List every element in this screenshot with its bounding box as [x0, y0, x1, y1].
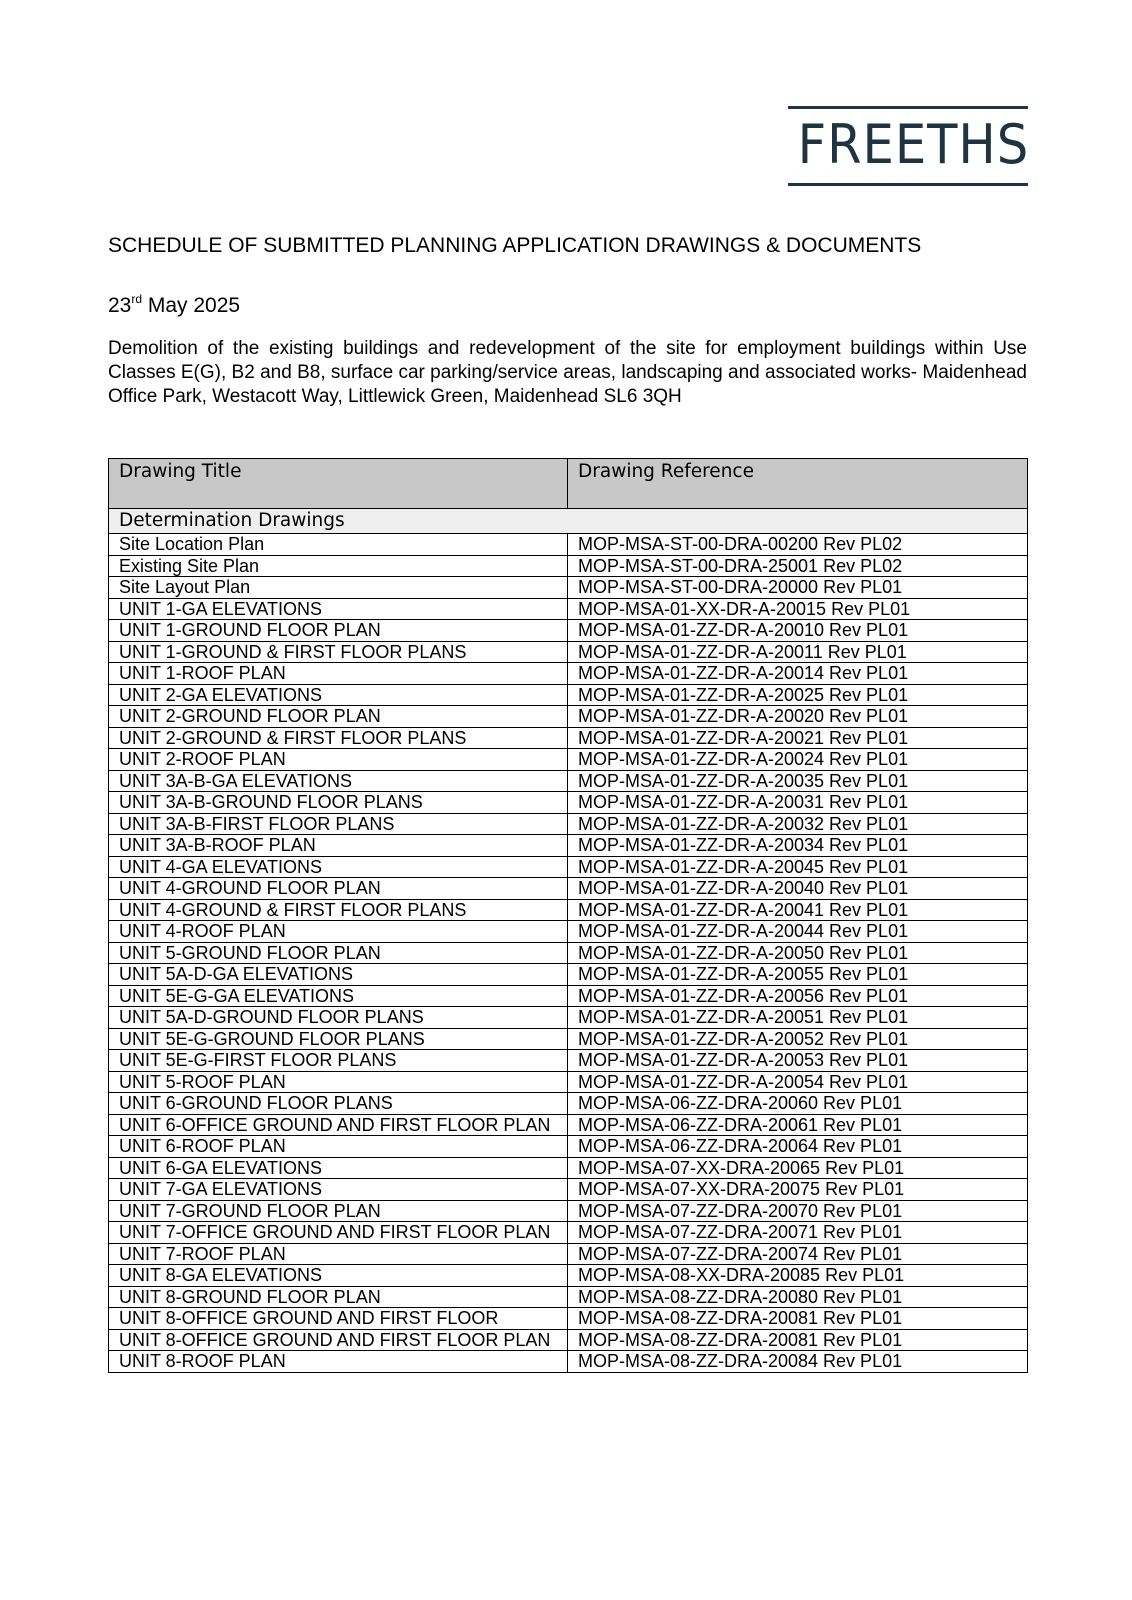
- table-row: [109, 749, 1028, 771]
- drawing-reference-cell: MOP-MSA-01-ZZ-DR-A-20011 Rev PL01: [568, 641, 1028, 663]
- document-title: SCHEDULE OF SUBMITTED PLANNING APPLICATION DRAWINGS & DOCUMENTS: [108, 234, 922, 257]
- table-row: [109, 985, 1028, 1007]
- drawing-reference-cell: MOP-MSA-01-ZZ-DR-A-20045 Rev PL01: [568, 856, 1028, 878]
- section-label: Determination Drawings: [109, 509, 1028, 534]
- drawing-reference-cell: MOP-MSA-01-ZZ-DR-A-20014 Rev PL01: [568, 663, 1028, 685]
- table-row: [109, 921, 1028, 943]
- drawing-reference-cell: MOP-MSA-01-ZZ-DR-A-20025 Rev PL01: [568, 684, 1028, 706]
- drawing-title-cell: UNIT 5E-G-GA ELEVATIONS: [109, 985, 568, 1007]
- drawing-title-cell: UNIT 1-GROUND & FIRST FLOOR PLANS: [109, 641, 568, 663]
- table-row: [109, 792, 1028, 814]
- drawing-title-cell: UNIT 1-GA ELEVATIONS: [109, 598, 568, 620]
- drawing-title-cell: UNIT 2-GA ELEVATIONS: [109, 684, 568, 706]
- drawing-title-cell: UNIT 8-OFFICE GROUND AND FIRST FLOOR PLAN: [109, 1329, 568, 1351]
- drawing-schedule-table: [108, 458, 1028, 1373]
- drawing-reference-cell: MOP-MSA-01-ZZ-DR-A-20055 Rev PL01: [568, 964, 1028, 986]
- drawing-title-cell: Site Location Plan: [109, 534, 568, 556]
- drawing-reference-cell: MOP-MSA-01-ZZ-DR-A-20020 Rev PL01: [568, 706, 1028, 728]
- table-row: [109, 663, 1028, 685]
- drawing-reference-cell: MOP-MSA-08-ZZ-DRA-20081 Rev PL01: [568, 1329, 1028, 1351]
- drawing-reference-cell: MOP-MSA-01-ZZ-DR-A-20053 Rev PL01: [568, 1050, 1028, 1072]
- drawing-title-cell: UNIT 5A-D-GA ELEVATIONS: [109, 964, 568, 986]
- table-row: [109, 1028, 1028, 1050]
- table-row: [109, 1157, 1028, 1179]
- drawing-title-cell: UNIT 1-GROUND FLOOR PLAN: [109, 620, 568, 642]
- drawing-title-cell: UNIT 4-GROUND & FIRST FLOOR PLANS: [109, 899, 568, 921]
- drawing-title-cell: UNIT 7-OFFICE GROUND AND FIRST FLOOR PLAN: [109, 1222, 568, 1244]
- drawing-reference-cell: MOP-MSA-06-ZZ-DRA-20060 Rev PL01: [568, 1093, 1028, 1115]
- table-row: [109, 727, 1028, 749]
- drawing-reference-cell: MOP-MSA-01-ZZ-DR-A-20010 Rev PL01: [568, 620, 1028, 642]
- date-month-year: May 2025: [142, 294, 241, 317]
- table-row: [109, 1222, 1028, 1244]
- table-row: [109, 1179, 1028, 1201]
- table-row: [109, 878, 1028, 900]
- table-row: [109, 1200, 1028, 1222]
- drawing-title-cell: UNIT 5-GROUND FLOOR PLAN: [109, 942, 568, 964]
- table-row: [109, 1308, 1028, 1330]
- drawing-reference-cell: MOP-MSA-01-ZZ-DR-A-20035 Rev PL01: [568, 770, 1028, 792]
- drawing-reference-cell: MOP-MSA-01-ZZ-DR-A-20051 Rev PL01: [568, 1007, 1028, 1029]
- drawing-title-cell: Site Layout Plan: [109, 577, 568, 599]
- drawing-title-cell: UNIT 5-ROOF PLAN: [109, 1071, 568, 1093]
- table-row: [109, 1093, 1028, 1115]
- drawing-title-cell: UNIT 2-ROOF PLAN: [109, 749, 568, 771]
- drawing-title-cell: UNIT 8-OFFICE GROUND AND FIRST FLOOR: [109, 1308, 568, 1330]
- table-row: [109, 555, 1028, 577]
- freeths-logo: [788, 106, 1028, 186]
- drawing-reference-cell: MOP-MSA-07-ZZ-DRA-20071 Rev PL01: [568, 1222, 1028, 1244]
- drawing-reference-cell: MOP-MSA-08-ZZ-DRA-20084 Rev PL01: [568, 1351, 1028, 1373]
- logo-top-rule: [788, 106, 1028, 109]
- drawing-reference-cell: MOP-MSA-01-ZZ-DR-A-20040 Rev PL01: [568, 878, 1028, 900]
- drawing-reference-cell: MOP-MSA-07-XX-DRA-20075 Rev PL01: [568, 1179, 1028, 1201]
- drawing-title-cell: UNIT 3A-B-GA ELEVATIONS: [109, 770, 568, 792]
- table-header-row: [109, 459, 1028, 509]
- drawing-reference-cell: MOP-MSA-07-ZZ-DRA-20070 Rev PL01: [568, 1200, 1028, 1222]
- drawing-reference-cell: MOP-MSA-01-ZZ-DR-A-20050 Rev PL01: [568, 942, 1028, 964]
- drawing-title-cell: UNIT 7-GA ELEVATIONS: [109, 1179, 568, 1201]
- header-drawing-title: Drawing Title: [109, 459, 568, 509]
- table-row: [109, 577, 1028, 599]
- logo-wordmark: FREETHS: [797, 113, 1030, 176]
- table-row: [109, 534, 1028, 556]
- drawing-title-cell: UNIT 3A-B-FIRST FLOOR PLANS: [109, 813, 568, 835]
- table-row: [109, 706, 1028, 728]
- drawing-title-cell: UNIT 3A-B-ROOF PLAN: [109, 835, 568, 857]
- drawing-title-cell: UNIT 8-GROUND FLOOR PLAN: [109, 1286, 568, 1308]
- drawing-title-cell: UNIT 6-ROOF PLAN: [109, 1136, 568, 1158]
- drawing-title-cell: UNIT 6-OFFICE GROUND AND FIRST FLOOR PLAN: [109, 1114, 568, 1136]
- table-row: [109, 770, 1028, 792]
- drawing-title-cell: UNIT 6-GROUND FLOOR PLANS: [109, 1093, 568, 1115]
- table-row: [109, 1265, 1028, 1287]
- drawing-title-cell: UNIT 8-GA ELEVATIONS: [109, 1265, 568, 1287]
- drawing-reference-cell: MOP-MSA-06-ZZ-DRA-20061 Rev PL01: [568, 1114, 1028, 1136]
- table-row: [109, 598, 1028, 620]
- drawing-reference-cell: MOP-MSA-01-ZZ-DR-A-20041 Rev PL01: [568, 899, 1028, 921]
- table-row: [109, 1071, 1028, 1093]
- table-row: [109, 641, 1028, 663]
- table-row: [109, 1351, 1028, 1373]
- drawing-title-cell: UNIT 2-GROUND & FIRST FLOOR PLANS: [109, 727, 568, 749]
- drawing-title-cell: UNIT 3A-B-GROUND FLOOR PLANS: [109, 792, 568, 814]
- drawing-title-cell: UNIT 4-GA ELEVATIONS: [109, 856, 568, 878]
- section-row-determination-drawings: [109, 509, 1028, 534]
- drawing-reference-cell: MOP-MSA-06-ZZ-DRA-20064 Rev PL01: [568, 1136, 1028, 1158]
- drawing-reference-cell: MOP-MSA-08-ZZ-DRA-20081 Rev PL01: [568, 1308, 1028, 1330]
- application-description: Demolition of the existing buildings and redevelopment of the site for employment buildings within Use Classes E(G), B2 and B8, surface car parking/service areas, landscaping and associated works- Maidenhead Office Park, Westacott Way, Littlewick Green, Maidenhead SL6 3QH: [108, 338, 1027, 407]
- header-drawing-reference: Drawing Reference: [568, 459, 1028, 509]
- table-row: [109, 942, 1028, 964]
- drawing-reference-cell: MOP-MSA-ST-00-DRA-20000 Rev PL01: [568, 577, 1028, 599]
- drawing-reference-cell: MOP-MSA-01-ZZ-DR-A-20021 Rev PL01: [568, 727, 1028, 749]
- drawing-reference-cell: MOP-MSA-01-ZZ-DR-A-20031 Rev PL01: [568, 792, 1028, 814]
- drawing-reference-cell: MOP-MSA-01-ZZ-DR-A-20054 Rev PL01: [568, 1071, 1028, 1093]
- drawing-title-cell: UNIT 7-GROUND FLOOR PLAN: [109, 1200, 568, 1222]
- drawing-reference-cell: MOP-MSA-01-ZZ-DR-A-20034 Rev PL01: [568, 835, 1028, 857]
- logo-bottom-rule: [788, 183, 1028, 186]
- table-row: [109, 835, 1028, 857]
- drawing-reference-cell: MOP-MSA-07-ZZ-DRA-20074 Rev PL01: [568, 1243, 1028, 1265]
- table-row: [109, 856, 1028, 878]
- table-row: [109, 1050, 1028, 1072]
- table-row: [109, 1114, 1028, 1136]
- table-row: [109, 899, 1028, 921]
- drawing-title-cell: UNIT 7-ROOF PLAN: [109, 1243, 568, 1265]
- drawing-title-cell: UNIT 2-GROUND FLOOR PLAN: [109, 706, 568, 728]
- drawing-reference-cell: MOP-MSA-01-ZZ-DR-A-20056 Rev PL01: [568, 985, 1028, 1007]
- table-row: [109, 684, 1028, 706]
- table-row: [109, 620, 1028, 642]
- drawing-title-cell: UNIT 4-ROOF PLAN: [109, 921, 568, 943]
- drawing-reference-cell: MOP-MSA-01-ZZ-DR-A-20032 Rev PL01: [568, 813, 1028, 835]
- drawing-title-cell: UNIT 5E-G-GROUND FLOOR PLANS: [109, 1028, 568, 1050]
- date-suffix: rd: [131, 292, 143, 306]
- drawing-reference-cell: MOP-MSA-01-ZZ-DR-A-20044 Rev PL01: [568, 921, 1028, 943]
- document-date: [108, 287, 240, 318]
- drawing-reference-cell: MOP-MSA-01-XX-DR-A-20015 Rev PL01: [568, 598, 1028, 620]
- table-row: [109, 1136, 1028, 1158]
- drawing-reference-cell: MOP-MSA-01-ZZ-DR-A-20052 Rev PL01: [568, 1028, 1028, 1050]
- drawing-title-cell: Existing Site Plan: [109, 555, 568, 577]
- drawing-reference-cell: MOP-MSA-07-XX-DRA-20065 Rev PL01: [568, 1157, 1028, 1179]
- drawing-title-cell: UNIT 4-GROUND FLOOR PLAN: [109, 878, 568, 900]
- drawing-title-cell: UNIT 5E-G-FIRST FLOOR PLANS: [109, 1050, 568, 1072]
- drawing-title-cell: UNIT 8-ROOF PLAN: [109, 1351, 568, 1373]
- table-row: [109, 1007, 1028, 1029]
- table-row: [109, 1329, 1028, 1351]
- table-row: [109, 964, 1028, 986]
- drawing-title-cell: UNIT 1-ROOF PLAN: [109, 663, 568, 685]
- drawing-reference-cell: MOP-MSA-ST-00-DRA-25001 Rev PL02: [568, 555, 1028, 577]
- table-row: [109, 1243, 1028, 1265]
- date-day: 23: [108, 294, 132, 317]
- drawing-reference-cell: MOP-MSA-01-ZZ-DR-A-20024 Rev PL01: [568, 749, 1028, 771]
- drawing-reference-cell: MOP-MSA-ST-00-DRA-00200 Rev PL02: [568, 534, 1028, 556]
- drawing-title-cell: UNIT 5A-D-GROUND FLOOR PLANS: [109, 1007, 568, 1029]
- table-row: [109, 813, 1028, 835]
- drawing-title-cell: UNIT 6-GA ELEVATIONS: [109, 1157, 568, 1179]
- drawing-reference-cell: MOP-MSA-08-ZZ-DRA-20080 Rev PL01: [568, 1286, 1028, 1308]
- table-row: [109, 1286, 1028, 1308]
- drawing-reference-cell: MOP-MSA-08-XX-DRA-20085 Rev PL01: [568, 1265, 1028, 1287]
